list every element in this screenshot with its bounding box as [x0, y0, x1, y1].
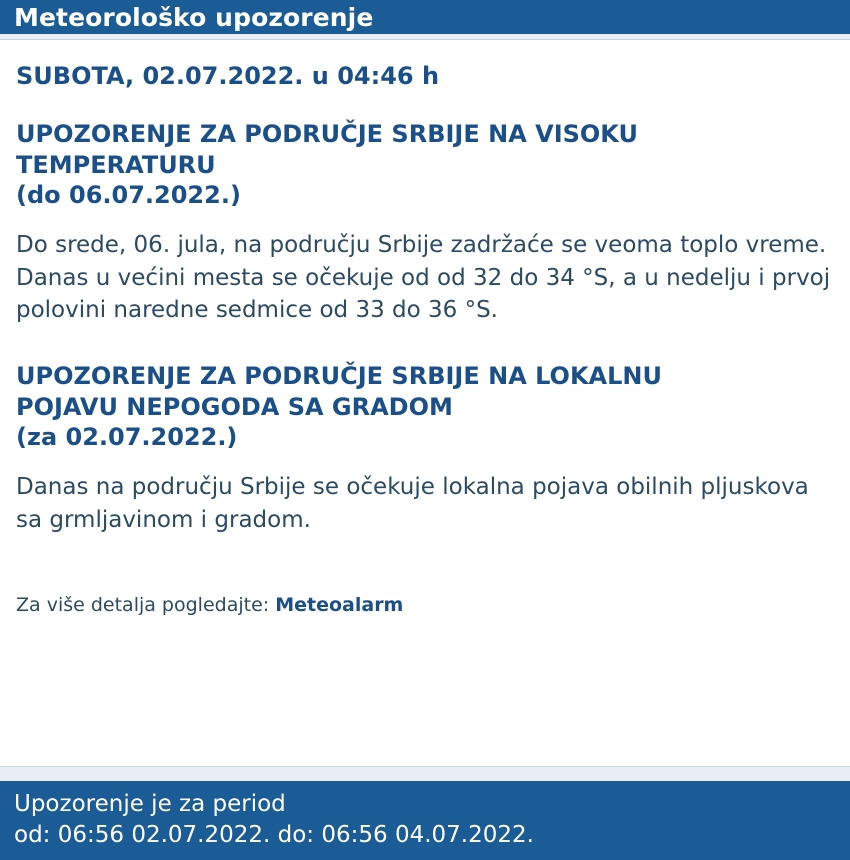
validity-period-label: Upozorenje je za period: [14, 791, 286, 818]
issue-datetime: SUBOTA, 02.07.2022. u 04:46 h: [16, 62, 440, 90]
warning-heading-storm-line1: UPOZORENJE ZA PODRUČJE SRBIJE NA LOKALNU: [16, 361, 662, 390]
warning-heading-heat: [16, 119, 834, 211]
warning-content: [0, 40, 850, 616]
warning-heading-storm-line3: (za 02.07.2022.): [16, 423, 238, 452]
warning-body-storm: Danas na području Srbije se očekuje lokalna pojava obilnih pljuskova sa grmljavinom i gradom.: [16, 474, 809, 533]
warning-heading-heat-line3: (do 06.07.2022.): [16, 181, 241, 210]
more-details-label: Za više detalja pogledajte:: [16, 594, 270, 617]
warning-heading-heat-line1: UPOZORENJE ZA PODRUČJE SRBIJE NA VISOKU: [16, 119, 638, 148]
warning-heading-storm-line2: POJAVU NEPOGODA SA GRADOM: [16, 392, 453, 421]
page-title: Meteorološko upozorenje: [0, 0, 850, 34]
validity-period-range: od: 06:56 02.07.2022. do: 06:56 04.07.2022.: [14, 821, 534, 848]
warning-body-heat: Do srede, 06. jula, na području Srbije zadržaće se veoma toplo vreme. Danas u većini mesta se očekuje od od 32 do 34 °S, a u nedelju i prvoj polovini naredne sedmice od 33 do 36 °S.: [16, 231, 831, 324]
validity-period: [0, 781, 850, 860]
meteoalarm-link[interactable]: Meteoalarm: [275, 594, 404, 617]
more-details: [16, 594, 834, 616]
footer-divider: [0, 766, 850, 781]
footer-wrapper: [0, 766, 850, 860]
warning-heading-heat-line2: TEMPERATURU: [16, 150, 216, 179]
warning-heading-storm: [16, 361, 834, 453]
